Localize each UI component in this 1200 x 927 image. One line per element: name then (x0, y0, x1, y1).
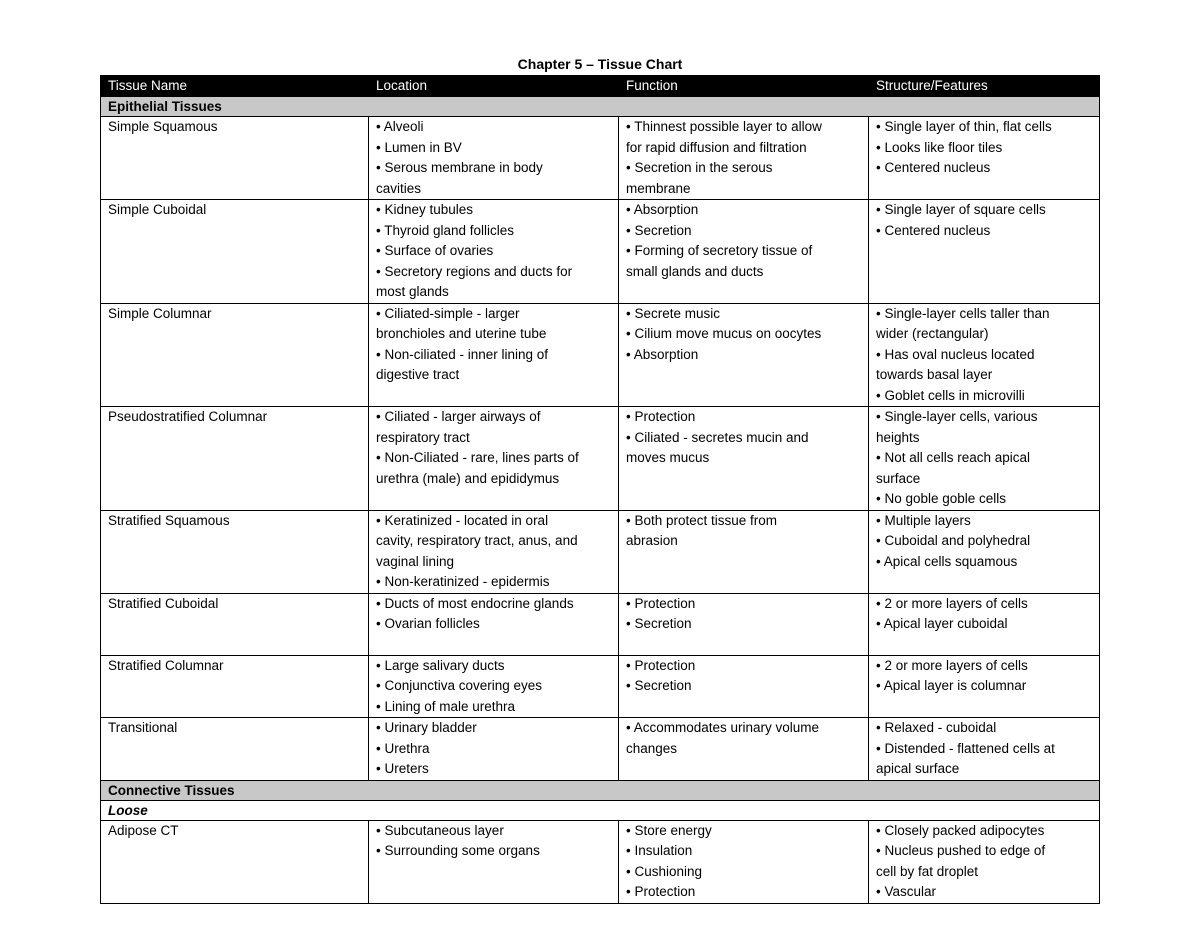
structure-line: • Single layer of square cells (876, 202, 1046, 217)
table-row (101, 718, 1100, 781)
location-line: • Non-ciliated - inner lining of (376, 346, 549, 362)
section-heading: Epithelial Tissues (101, 97, 1100, 117)
structure-cell (869, 117, 1100, 200)
structure-line: • Single-layer cells, various (876, 409, 1038, 424)
structure-line: • Cuboidal and polyhedral (876, 533, 1031, 548)
function-cell (619, 655, 869, 718)
column-header-location: Location (369, 76, 619, 97)
function-cell (619, 117, 869, 200)
structure-line: • Not all cells reach apical (876, 450, 1031, 465)
column-header-structure: Structure/Features (869, 76, 1100, 97)
location-line: • Ovarian follicles (376, 616, 480, 631)
structure-line: • Has oval nucleus located (876, 346, 1035, 362)
location-cell (369, 303, 619, 407)
column-header-tissue-name: Tissue Name (101, 76, 369, 97)
table-row (101, 593, 1100, 655)
document-title: Chapter 5 – Tissue Chart (517, 56, 683, 72)
location-cell (369, 510, 619, 593)
structure-cell (869, 200, 1100, 304)
function-line: • Secretion (626, 222, 692, 238)
function-line: • Secretion in the serous (626, 160, 773, 175)
function-cell (619, 303, 869, 407)
function-line: • Protection (626, 657, 696, 673)
location-line: • Conjunctiva covering eyes (376, 678, 543, 693)
location-line: cavity, respiratory tract, anus, and (376, 533, 578, 548)
tissue-name-cell: Stratified Cuboidal (101, 593, 369, 655)
structure-line: • No goble goble cells (876, 491, 1007, 506)
location-line: vaginal lining (376, 553, 455, 569)
location-line: • Ciliated-simple - larger (376, 305, 520, 321)
location-cell (369, 820, 619, 903)
structure-cell (869, 820, 1100, 903)
location-cell (369, 117, 619, 200)
function-line: small glands and ducts (626, 263, 764, 279)
location-line: bronchioles and uterine tube (376, 326, 547, 341)
section-heading: Connective Tissues (101, 780, 1100, 800)
structure-cell (869, 303, 1100, 407)
function-cell (619, 510, 869, 593)
function-line: • Forming of secretory tissue of (626, 243, 813, 258)
location-line: urethra (male) and epididymus (376, 470, 560, 486)
structure-line: wider (rectangular) (876, 326, 989, 341)
table-row (101, 117, 1100, 200)
structure-cell (869, 593, 1100, 655)
tissue-name-cell: Adipose CT (101, 820, 369, 903)
structure-cell (869, 718, 1100, 781)
column-header-function: Function (619, 76, 869, 97)
function-cell (619, 200, 869, 304)
function-line: • Protection (626, 884, 696, 899)
function-line: • Thinnest possible layer to allow (626, 119, 822, 134)
function-line: • Accommodates urinary volume (626, 720, 820, 735)
location-line: • Serous membrane in body (376, 160, 543, 175)
location-line: • Urethra (376, 740, 430, 756)
location-cell (369, 655, 619, 718)
structure-line: • Single-layer cells taller than (876, 305, 1050, 321)
location-line: • Lumen in BV (376, 139, 462, 155)
function-line: • Both protect tissue from (626, 512, 778, 528)
structure-cell (869, 407, 1100, 511)
table-row (101, 655, 1100, 718)
structure-line: heights (876, 429, 920, 445)
location-line: • Thyroid gland follicles (376, 222, 515, 238)
structure-cell (869, 510, 1100, 593)
location-line: • Non-Ciliated - rare, lines parts of (376, 450, 579, 465)
location-line: • Ureters (376, 761, 429, 776)
function-line: • Secrete music (626, 305, 721, 321)
location-line: • Subcutaneous layer (376, 822, 504, 838)
table-row (101, 820, 1100, 903)
structure-line: • Multiple layers (876, 512, 971, 528)
structure-line: surface (876, 470, 921, 486)
location-line: most glands (376, 284, 449, 299)
location-line: • Ducts of most endocrine glands (376, 595, 574, 611)
location-line: respiratory tract (376, 429, 470, 445)
header-row (101, 76, 1100, 97)
function-line: • Secretion (626, 678, 692, 693)
location-line: • Surface of ovaries (376, 243, 494, 258)
function-line: for rapid diffusion and filtration (626, 139, 807, 155)
structure-line: • Centered nucleus (876, 160, 991, 175)
location-line: • Secretory regions and ducts for (376, 263, 573, 279)
location-line: • Ciliated - larger airways of (376, 409, 541, 424)
structure-line: • 2 or more layers of cells (876, 595, 1028, 611)
function-line: changes (626, 740, 678, 756)
structure-cell (869, 655, 1100, 718)
subsection-heading-row (101, 800, 1100, 820)
table-row (101, 407, 1100, 511)
location-line: • Surrounding some organs (376, 843, 540, 858)
table-row (101, 303, 1100, 407)
location-cell (369, 407, 619, 511)
function-line: membrane (626, 180, 691, 196)
structure-line: • Closely packed adipocytes (876, 822, 1045, 838)
structure-line: towards basal layer (876, 367, 993, 382)
tissue-name-cell: Stratified Squamous (101, 510, 369, 593)
location-line: • Non-keratinized - epidermis (376, 574, 550, 589)
function-cell (619, 718, 869, 781)
structure-line: cell by fat droplet (876, 863, 979, 879)
location-line: • Keratinized - located in oral (376, 512, 549, 528)
structure-line: • Relaxed - cuboidal (876, 720, 997, 735)
function-cell (619, 407, 869, 511)
function-line: • Ciliated - secretes mucin and (626, 429, 809, 445)
location-line: digestive tract (376, 367, 460, 382)
location-line: cavities (376, 180, 422, 196)
tissue-name-cell: Simple Cuboidal (101, 200, 369, 304)
location-line: • Alveoli (376, 119, 424, 134)
location-cell (369, 200, 619, 304)
function-line: abrasion (626, 533, 678, 548)
function-line: • Absorption (626, 346, 699, 362)
structure-line: • Single layer of thin, flat cells (876, 119, 1052, 134)
location-cell (369, 593, 619, 655)
structure-line: • Looks like floor tiles (876, 139, 1003, 155)
structure-line: • Vascular (876, 884, 936, 899)
structure-line: • Distended - flattened cells at (876, 740, 1055, 756)
tissue-name-cell: Simple Squamous (101, 117, 369, 200)
location-line: • Urinary bladder (376, 720, 477, 735)
location-line: • Lining of male urethra (376, 698, 516, 714)
tissue-name-cell: Simple Columnar (101, 303, 369, 407)
function-line: • Cilium move mucus on oocytes (626, 326, 822, 341)
table-row (101, 510, 1100, 593)
tissue-name-cell: Transitional (101, 718, 369, 781)
function-line: moves mucus (626, 450, 710, 465)
structure-line: • Apical layer is columnar (876, 678, 1027, 693)
structure-line: • Goblet cells in microvilli (876, 387, 1025, 403)
subsection-heading: Loose (101, 800, 1100, 820)
tissue-name-cell: Stratified Columnar (101, 655, 369, 718)
structure-line: apical surface (876, 761, 960, 776)
section-heading-row (101, 780, 1100, 800)
location-line: • Kidney tubules (376, 202, 474, 217)
structure-line: • Apical cells squamous (876, 553, 1018, 569)
function-line: • Insulation (626, 843, 693, 858)
structure-line: • Nucleus pushed to edge of (876, 843, 1046, 858)
location-line: • Large salivary ducts (376, 657, 505, 673)
function-line: • Cushioning (626, 863, 703, 879)
function-line: • Store energy (626, 822, 712, 838)
function-line: • Absorption (626, 202, 699, 217)
function-cell (619, 820, 869, 903)
tissue-chart-table (100, 75, 1100, 904)
function-line: • Protection (626, 595, 696, 611)
tissue-name-cell: Pseudostratified Columnar (101, 407, 369, 511)
section-heading-row (101, 97, 1100, 117)
function-line: • Protection (626, 409, 696, 424)
structure-line: • Centered nucleus (876, 222, 991, 238)
structure-line: • Apical layer cuboidal (876, 616, 1008, 631)
table-row (101, 200, 1100, 304)
function-cell (619, 593, 869, 655)
location-cell (369, 718, 619, 781)
function-line: • Secretion (626, 616, 692, 631)
structure-line: • 2 or more layers of cells (876, 657, 1028, 673)
